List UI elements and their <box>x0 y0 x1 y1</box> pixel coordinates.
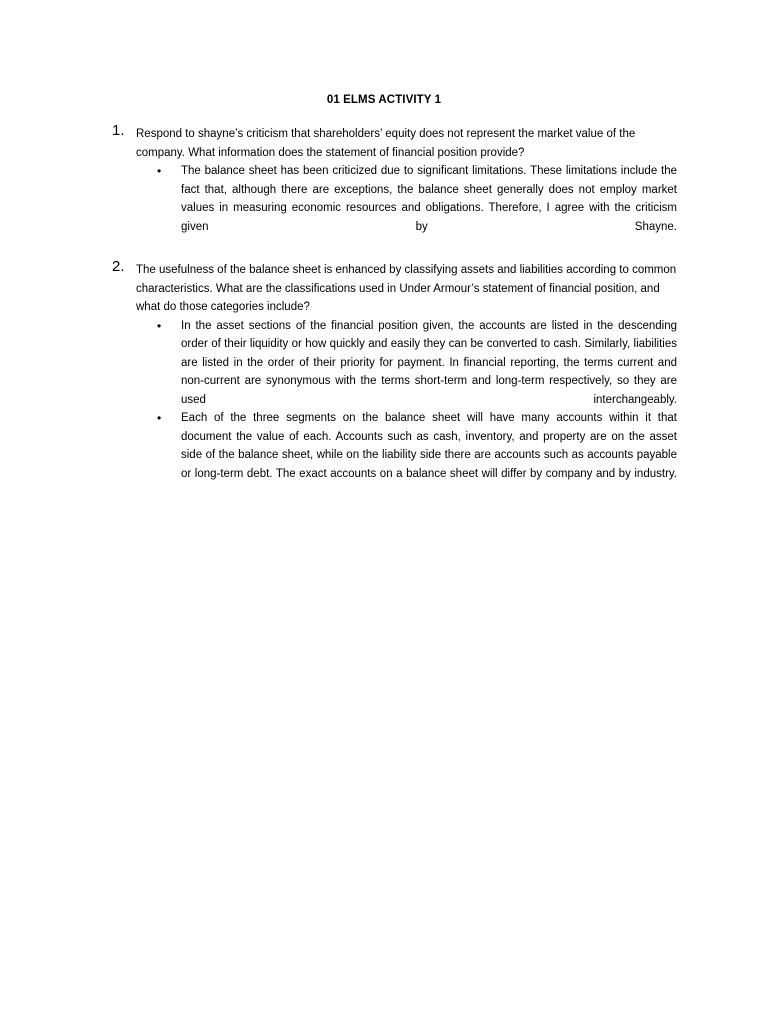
question-prompt: The usefulness of the balance sheet is enhanced by classifying assets and liabilities according to common characteristics. What are the classifications used in Under Armour’s statement of financial position, and what do those categories include? <box>136 264 677 313</box>
question-number: 2. <box>112 258 125 275</box>
question-prompt: Respond to shayne’s criticism that shareholders’ equity does not represent the market value of the company. What information does the statement of financial position provide? <box>136 128 636 159</box>
question-number: 1. <box>112 122 125 139</box>
answer-list <box>112 317 677 484</box>
document-title: 01 ELMS ACTIVITY 1 <box>326 94 442 106</box>
answer-text: The balance sheet has been criticized due to significant limitations. These limitations include the fact that, although there are exceptions, the balance sheet generally does not employ market values in measuring economic resources and obligations. Therefore, I agree with the criticism given by Shayne. <box>181 165 677 233</box>
answer-item <box>157 162 677 236</box>
answer-item <box>157 409 677 483</box>
question-2 <box>112 258 677 483</box>
answer-list <box>112 162 677 236</box>
bullet-icon: • <box>157 318 162 333</box>
question-1 <box>112 122 677 236</box>
bullet-icon: • <box>157 411 162 425</box>
bullet-icon: • <box>157 164 162 178</box>
answer-item <box>157 317 677 410</box>
answer-text: In the asset sections of the financial position given, the accounts are listed in the descending order of their liquidity or how quickly and easily they can be converted to cash. Similarly, liabilities are listed in the order of their priority for payment. In financial reporting, the terms current and non-current are synonymous with the terms short-term and long-term respectively, so they are used interchangeably. <box>181 319 677 406</box>
answer-text: Each of the three segments on the balance sheet will have many accounts within it that document the value of each. Accounts such as cash, inventory, and property are on the asset side of the balance sheet, while on the liability side there are accounts such as accounts payable or long-term debt. The exact accounts on a balance sheet will differ by company and by industry. <box>181 412 677 480</box>
